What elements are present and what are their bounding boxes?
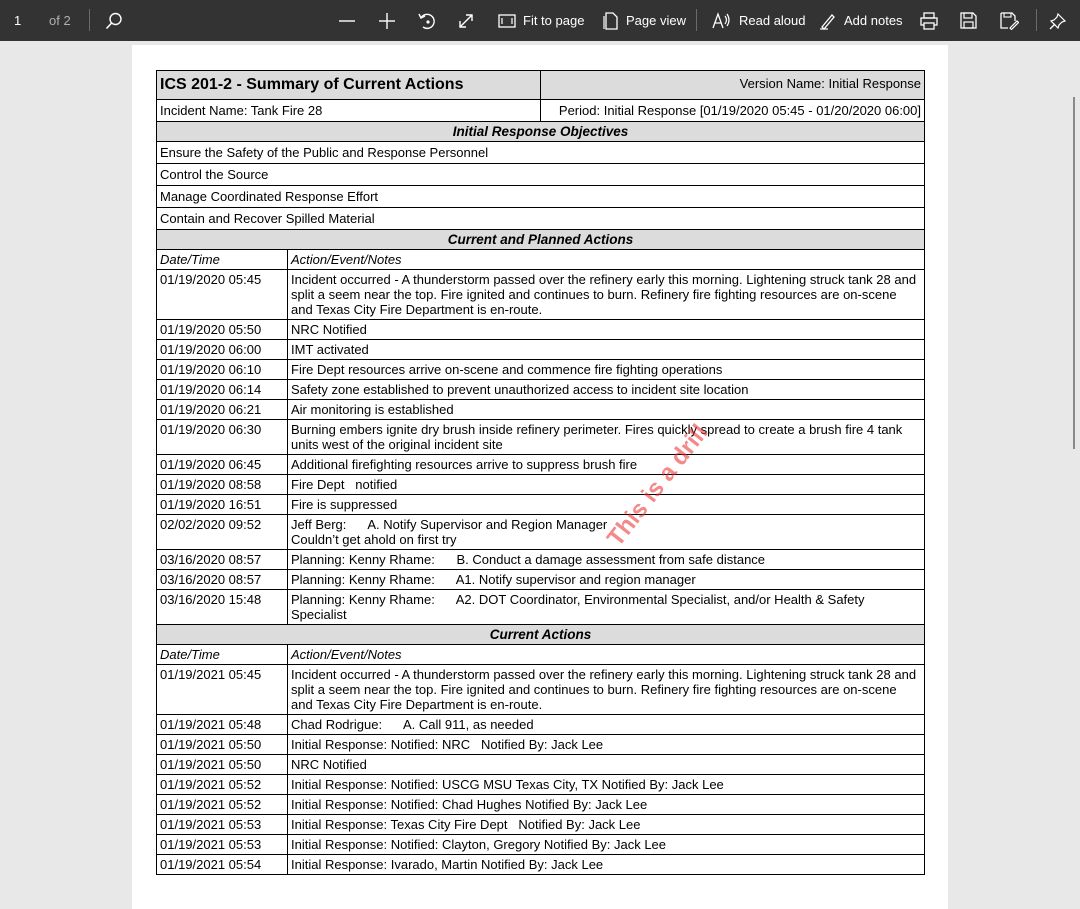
row-date-time: 01/19/2021 05:50 xyxy=(157,735,288,755)
row-notes: Initial Response: Notified: NRC Notified By: Jack Lee xyxy=(288,735,925,755)
table-row xyxy=(157,515,925,550)
pin-icon xyxy=(1049,12,1067,30)
table-row xyxy=(157,320,925,340)
row-notes: Incident occurred - A thunderstorm passed over the refinery early this morning. Lightening struck tank 28 and split a seem near the top. Fire ignited and continues to burn. Refinery fire fighting resources are on-scene and Texas City Fire Department is en-route. xyxy=(288,665,925,715)
row-date-time: 01/19/2021 05:48 xyxy=(157,715,288,735)
add-notes-button[interactable] xyxy=(819,0,903,41)
fit-page-icon xyxy=(498,13,516,29)
version-name: Version Name: Initial Response xyxy=(541,71,925,100)
row-date-time: 02/02/2020 09:52 xyxy=(157,515,288,550)
row-date-time: 01/19/2020 16:51 xyxy=(157,495,288,515)
page-total: of 2 xyxy=(49,13,71,28)
row-date-time: 01/19/2020 06:30 xyxy=(157,420,288,455)
current-actions-heading: Current Actions xyxy=(157,625,925,645)
row-notes: Initial Response: Texas City Fire Dept Notified By: Jack Lee xyxy=(288,815,925,835)
expand-icon xyxy=(457,12,475,30)
row-date-time: 01/19/2021 05:50 xyxy=(157,755,288,775)
row-notes: Additional firefighting resources arrive to suppress brush fire xyxy=(288,455,925,475)
document-viewport[interactable] xyxy=(0,41,1080,909)
row-date-time: 01/19/2021 05:54 xyxy=(157,855,288,875)
notes-column-header: Action/Event/Notes xyxy=(288,645,925,665)
row-notes: Initial Response: Ivarado, Martin Notified By: Jack Lee xyxy=(288,855,925,875)
toolbar-divider xyxy=(696,9,697,31)
row-date-time: 01/19/2020 06:45 xyxy=(157,455,288,475)
row-notes: Fire Dept notified xyxy=(288,475,925,495)
table-row xyxy=(157,570,925,590)
row-notes: Chad Rodrigue: A. Call 911, as needed xyxy=(288,715,925,735)
fullscreen-button[interactable] xyxy=(457,0,475,41)
table-row xyxy=(157,815,925,835)
objectives-heading: Initial Response Objectives xyxy=(157,122,925,142)
table-row xyxy=(157,340,925,360)
table-row xyxy=(157,455,925,475)
table-row xyxy=(157,855,925,875)
row-notes: Incident occurred - A thunderstorm passed over the refinery early this morning. Lightening struck tank 28 and split a seem near the top. Fire ignited and continues to burn. Refinery fire fighting resources are on-scene and Texas City Fire Department is en-route. xyxy=(288,270,925,320)
table-row xyxy=(157,755,925,775)
row-notes: Safety zone established to prevent unauthorized access to incident site location xyxy=(288,380,925,400)
current-actions-table xyxy=(157,645,925,875)
table-row xyxy=(157,360,925,380)
objective-item: Contain and Recover Spilled Material xyxy=(157,208,925,230)
row-notes: Initial Response: Notified: USCG MSU Texas City, TX Notified By: Jack Lee xyxy=(288,775,925,795)
table-row xyxy=(157,715,925,735)
row-date-time: 01/19/2021 05:53 xyxy=(157,815,288,835)
row-date-time: 01/19/2020 08:58 xyxy=(157,475,288,495)
zoom-in-button[interactable] xyxy=(378,0,396,41)
row-notes: Fire Dept resources arrive on-scene and commence fire fighting operations xyxy=(288,360,925,380)
row-notes: Jeff Berg: A. Notify Supervisor and Region Manager Couldn’t get ahold on first try xyxy=(288,515,925,550)
save-button[interactable] xyxy=(960,0,977,41)
row-notes: Burning embers ignite dry brush inside refinery perimeter. Fires quickly spread to create a brush fire 4 tank units west of the original incident site xyxy=(288,420,925,455)
toolbar-divider xyxy=(89,9,90,31)
read-aloud-label: Read aloud xyxy=(739,13,806,28)
fit-to-page-button[interactable] xyxy=(498,0,584,41)
table-row xyxy=(157,590,925,625)
page-view-icon xyxy=(603,12,619,30)
rotate-icon xyxy=(417,11,437,31)
table-row xyxy=(157,835,925,855)
row-notes: Planning: Kenny Rhame: A1. Notify supervisor and region manager xyxy=(288,570,925,590)
row-date-time: 01/19/2020 06:14 xyxy=(157,380,288,400)
row-notes: NRC Notified xyxy=(288,320,925,340)
search-icon xyxy=(104,11,124,31)
row-notes: IMT activated xyxy=(288,340,925,360)
table-row xyxy=(157,420,925,455)
page-view-button[interactable] xyxy=(603,0,686,41)
minus-icon xyxy=(338,12,356,30)
table-row xyxy=(157,475,925,495)
table-row xyxy=(157,400,925,420)
print-icon xyxy=(920,12,938,30)
row-date-time: 03/16/2020 08:57 xyxy=(157,570,288,590)
pin-toolbar-button[interactable] xyxy=(1049,0,1067,41)
pdf-page xyxy=(132,45,948,909)
row-date-time: 01/19/2020 05:45 xyxy=(157,270,288,320)
add-notes-label: Add notes xyxy=(844,13,903,28)
save-icon xyxy=(960,12,977,29)
objective-item: Ensure the Safety of the Public and Response Personnel xyxy=(157,142,925,164)
date-time-column-header: Date/Time xyxy=(157,645,288,665)
row-notes: Planning: Kenny Rhame: B. Conduct a damage assessment from safe distance xyxy=(288,550,925,570)
search-button[interactable] xyxy=(104,0,124,41)
table-row xyxy=(157,665,925,715)
row-date-time: 01/19/2020 06:00 xyxy=(157,340,288,360)
row-date-time: 03/16/2020 15:48 xyxy=(157,590,288,625)
table-row xyxy=(157,735,925,755)
row-notes: Fire is suppressed xyxy=(288,495,925,515)
row-date-time: 01/19/2021 05:52 xyxy=(157,795,288,815)
date-time-column-header: Date/Time xyxy=(157,250,288,270)
form-title: ICS 201-2 - Summary of Current Actions xyxy=(157,71,541,100)
row-date-time: 01/19/2021 05:52 xyxy=(157,775,288,795)
plus-icon xyxy=(378,12,396,30)
zoom-out-button[interactable] xyxy=(338,0,356,41)
table-row xyxy=(157,775,925,795)
row-notes: Planning: Kenny Rhame: A2. DOT Coordinator, Environmental Specialist, and/or Health & Safety Specialist xyxy=(288,590,925,625)
row-notes: NRC Notified xyxy=(288,755,925,775)
toolbar-divider xyxy=(1036,9,1037,31)
row-notes: Air monitoring is established xyxy=(288,400,925,420)
save-as-icon xyxy=(1000,12,1019,30)
drill-watermark: This is a drill xyxy=(602,419,714,552)
objective-item: Manage Coordinated Response Effort xyxy=(157,186,925,208)
fit-to-page-label: Fit to page xyxy=(523,13,585,28)
page-view-label: Page view xyxy=(626,13,686,28)
table-row xyxy=(157,495,925,515)
row-date-time: 01/19/2020 05:50 xyxy=(157,320,288,340)
objective-item: Control the Source xyxy=(157,164,925,186)
ics-201-2-form xyxy=(156,70,925,875)
scrollbar-thumb[interactable] xyxy=(1073,97,1075,449)
incident-name: Incident Name: Tank Fire 28 xyxy=(157,100,541,122)
table-row xyxy=(157,795,925,815)
planned-actions-heading: Current and Planned Actions xyxy=(157,230,925,250)
row-date-time: 01/19/2020 06:10 xyxy=(157,360,288,380)
vertical-scrollbar[interactable] xyxy=(1069,89,1080,909)
row-date-time: 01/19/2020 06:21 xyxy=(157,400,288,420)
row-date-time: 03/16/2020 08:57 xyxy=(157,550,288,570)
pen-icon xyxy=(819,12,837,30)
read-aloud-icon xyxy=(712,12,732,30)
table-row xyxy=(157,380,925,400)
save-as-button[interactable] xyxy=(1000,0,1019,41)
period: Period: Initial Response [01/19/2020 05:45 - 01/20/2020 06:00] xyxy=(541,100,925,122)
planned-actions-table xyxy=(157,250,925,625)
row-notes: Initial Response: Notified: Clayton, Gregory Notified By: Jack Lee xyxy=(288,835,925,855)
page-number-input[interactable]: 1 xyxy=(2,8,36,33)
row-date-time: 01/19/2021 05:53 xyxy=(157,835,288,855)
pdf-toolbar xyxy=(0,0,1080,41)
print-button[interactable] xyxy=(920,0,938,41)
row-date-time: 01/19/2021 05:45 xyxy=(157,665,288,715)
rotate-button[interactable] xyxy=(417,0,437,41)
table-row xyxy=(157,550,925,570)
read-aloud-button[interactable] xyxy=(712,0,806,41)
notes-column-header: Action/Event/Notes xyxy=(288,250,925,270)
table-row xyxy=(157,270,925,320)
row-notes: Initial Response: Notified: Chad Hughes Notified By: Jack Lee xyxy=(288,795,925,815)
